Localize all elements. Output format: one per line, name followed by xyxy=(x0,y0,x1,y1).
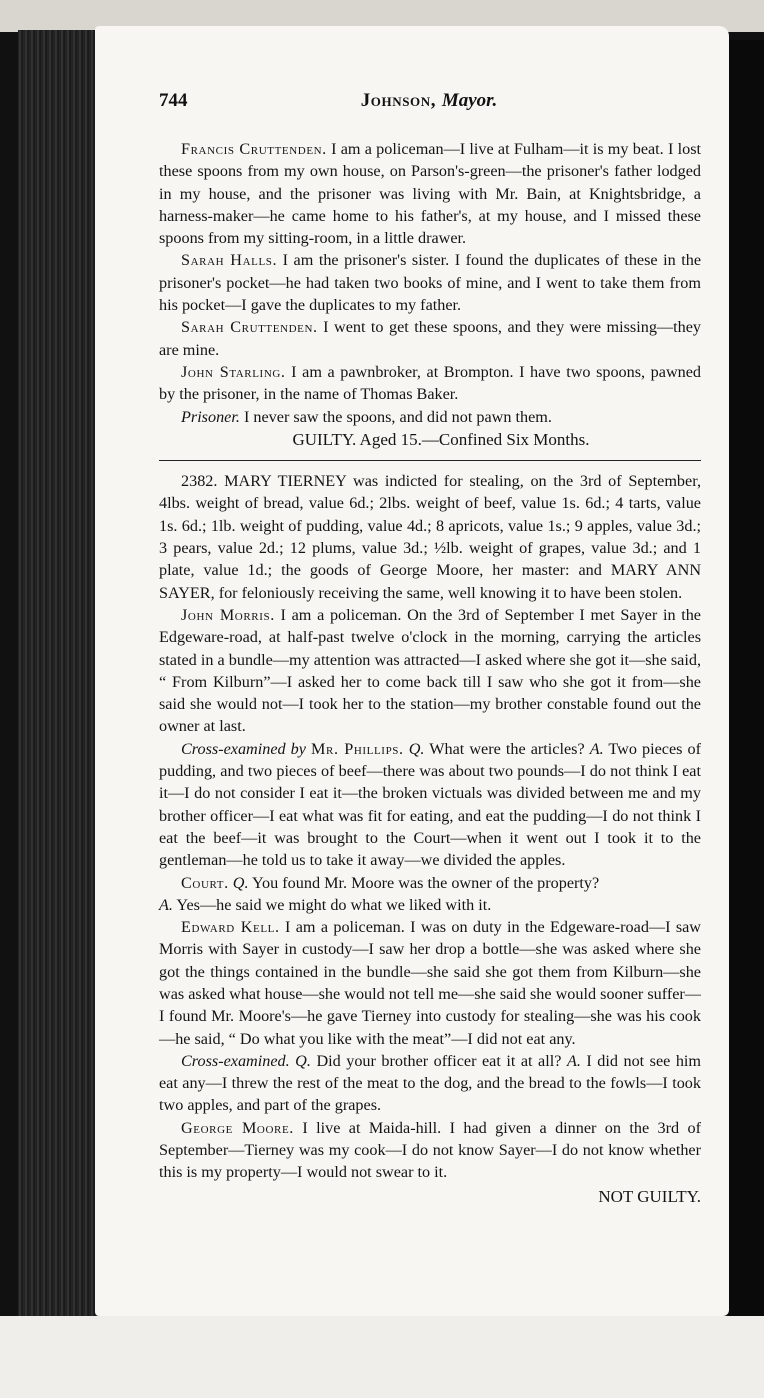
case-number: 2382. xyxy=(181,472,218,491)
running-head xyxy=(159,90,699,112)
testimony-george-moore xyxy=(159,1117,701,1184)
question-marker: Q. xyxy=(408,739,425,758)
testimony-francis-cruttenden xyxy=(159,138,701,249)
witness-name: George Moore. xyxy=(181,1118,294,1137)
cross-exam-label: Cross-examined by xyxy=(181,739,306,758)
defendant-name: MARY ANN SAYER, xyxy=(159,561,702,602)
court-answer xyxy=(159,894,701,916)
scan-bottom-margin xyxy=(0,1316,764,1398)
witness-name: Sarah Halls. xyxy=(181,251,278,270)
testimony-john-morris xyxy=(159,604,701,738)
answer-marker: A. xyxy=(566,1051,581,1070)
testimony-sarah-halls xyxy=(159,249,701,316)
book-page xyxy=(95,26,729,1316)
testimony-text: I am a policeman. On the 3rd of September I met Sayer in the Edgeware-road, at half-past twelve o'clock in the morning, carrying the articles stated in a bundle—my attention was attracted—I asked where she got it—she said, “ From Kilburn”—I asked her to come back till I saw who she got it from—she said she would not—I took her to the station—my brother constable found out the owner at last. xyxy=(159,605,701,736)
answer-text: Two pieces of pudding, and two pieces of beef—there was about two pounds—I do not think I eat it—I do not consider I eat it—the broken victuals was divided between me and my brother officer—I eat what was fit for eating, and eat the pudding—I do not think I eat the beef—it was brought to the Court—when it went out I took it to the gentleman—he told us to take it away—we divided the apples. xyxy=(159,739,702,870)
counsel-name: Mr. Phillips. xyxy=(311,739,404,758)
verdict-case-2382: NOT GUILTY. xyxy=(598,1186,701,1206)
verdict-case-1: GUILTY. Aged 15.—Confined Six Months. xyxy=(292,429,590,449)
answer-text: Yes—he said we might do what we liked with it. xyxy=(176,895,492,914)
testimony-john-starling xyxy=(159,361,701,406)
page-header xyxy=(159,90,699,120)
defendant-name: MARY TIERNEY xyxy=(224,472,347,491)
cross-examination-kell xyxy=(159,1050,701,1117)
page-body xyxy=(159,138,701,1208)
testimony-text: I am a pawnbroker, at Brompton. I have two spoons, pawned by the prisoner, in the name of Thomas Baker. xyxy=(159,362,702,404)
prisoner-statement xyxy=(159,406,701,428)
prisoner-label: Prisoner. xyxy=(181,407,240,426)
testimony-text: I am the prisoner's sister. I found the duplicates of these in the prisoner's pocket—he had taken two books of mine, and I went to take them from his pocket—I gave the duplicates to my father. xyxy=(159,251,701,315)
book-right-shadow xyxy=(728,40,764,1320)
question-marker: Q. xyxy=(232,873,249,892)
case-divider xyxy=(159,460,701,461)
testimony-text: I am a policeman. I was on duty in the Edgeware-road—I saw Morris with Sayer in custody—I saw her drop a bottle—she was asked where she got the things contained in the bundle—she said she got them from Kilburn—she was asked what house—she would not tell me—she said she would sooner suffer—I found Mr. Moore's—he gave Tierney into custody for stealing—she was his cook—he said, “ Do what you like with the meat”—I did not eat any. xyxy=(159,918,701,1048)
witness-name: John Starling. xyxy=(181,362,286,381)
question-marker: Q. xyxy=(295,1051,311,1070)
testimony-edward-kell xyxy=(159,916,701,1050)
indictment-text: for feloniously receiving the same, well knowing it to have been stolen. xyxy=(218,583,683,602)
witness-name: Francis Cruttenden. xyxy=(181,140,327,158)
witness-name: Sarah Cruttenden. xyxy=(181,318,318,337)
court-label: Court. xyxy=(181,873,229,892)
answer-marker: A. xyxy=(159,895,173,914)
answer-text: I did not see him eat any—I threw the rest of the meat to the dog, and the bread to the fowls—I took two apples, and part of the grapes. xyxy=(159,1051,702,1115)
witness-name: John Morris. xyxy=(181,605,275,624)
indictment-text: was indicted for stealing, on the 3rd of September, 4lbs. weight of bread, value 6d.; 2lbs. weight of beef, value 1s. 6d.; 4 tarts, value 1s. 6d.; 1lb. weight of pudding, value 4d.; 8 apricots, value 1s.; 9 apples, value 3d.; 3 pears, value 2d.; 12 plums, value 3d.; ½lb. weight of grapes, value 3d.; and 1 plate, value 1d.; the goods of George Moore, her master: and xyxy=(159,472,701,580)
question-text: Did your brother officer eat it at all? xyxy=(316,1051,562,1070)
answer-marker: A. xyxy=(589,739,604,758)
book-page-edges xyxy=(18,30,98,1320)
testimony-text: I went to get these spoons, and they were missing—they are mine. xyxy=(159,318,701,359)
statement-text: I never saw the spoons, and did not pawn them. xyxy=(243,407,552,426)
indictment-2382 xyxy=(159,470,701,604)
witness-name: Edward Kell. xyxy=(181,918,280,937)
testimony-text: I live at Maida-hill. I had given a dinner on the 3rd of September—Tierney was my cook—I do not know Sayer—I do not know whether this is my property—I would not swear to it. xyxy=(159,1118,702,1182)
running-head-title: Mayor. xyxy=(441,90,498,111)
testimony-sarah-cruttenden xyxy=(159,316,701,361)
page-number: 744 xyxy=(159,90,188,111)
running-head-name: Johnson, xyxy=(360,90,437,111)
question-text: What were the articles? xyxy=(429,739,585,758)
cross-examination-phillips xyxy=(159,738,701,872)
cross-exam-label: Cross-examined. xyxy=(181,1051,290,1070)
question-text: You found Mr. Moore was the owner of the property? xyxy=(251,873,600,892)
court-question xyxy=(159,872,701,894)
testimony-text: I am a policeman—I live at Fulham—it is my beat. I lost these spoons from my own house, on Parson's-green—the prisoner's father lodged in my house, and the prisoner was living with Mr. Bain, at Knightsbridge, a harness-maker—he came home to his father's, at my house, and I missed these spoons from my sitting-room, in a little drawer. xyxy=(159,140,701,248)
